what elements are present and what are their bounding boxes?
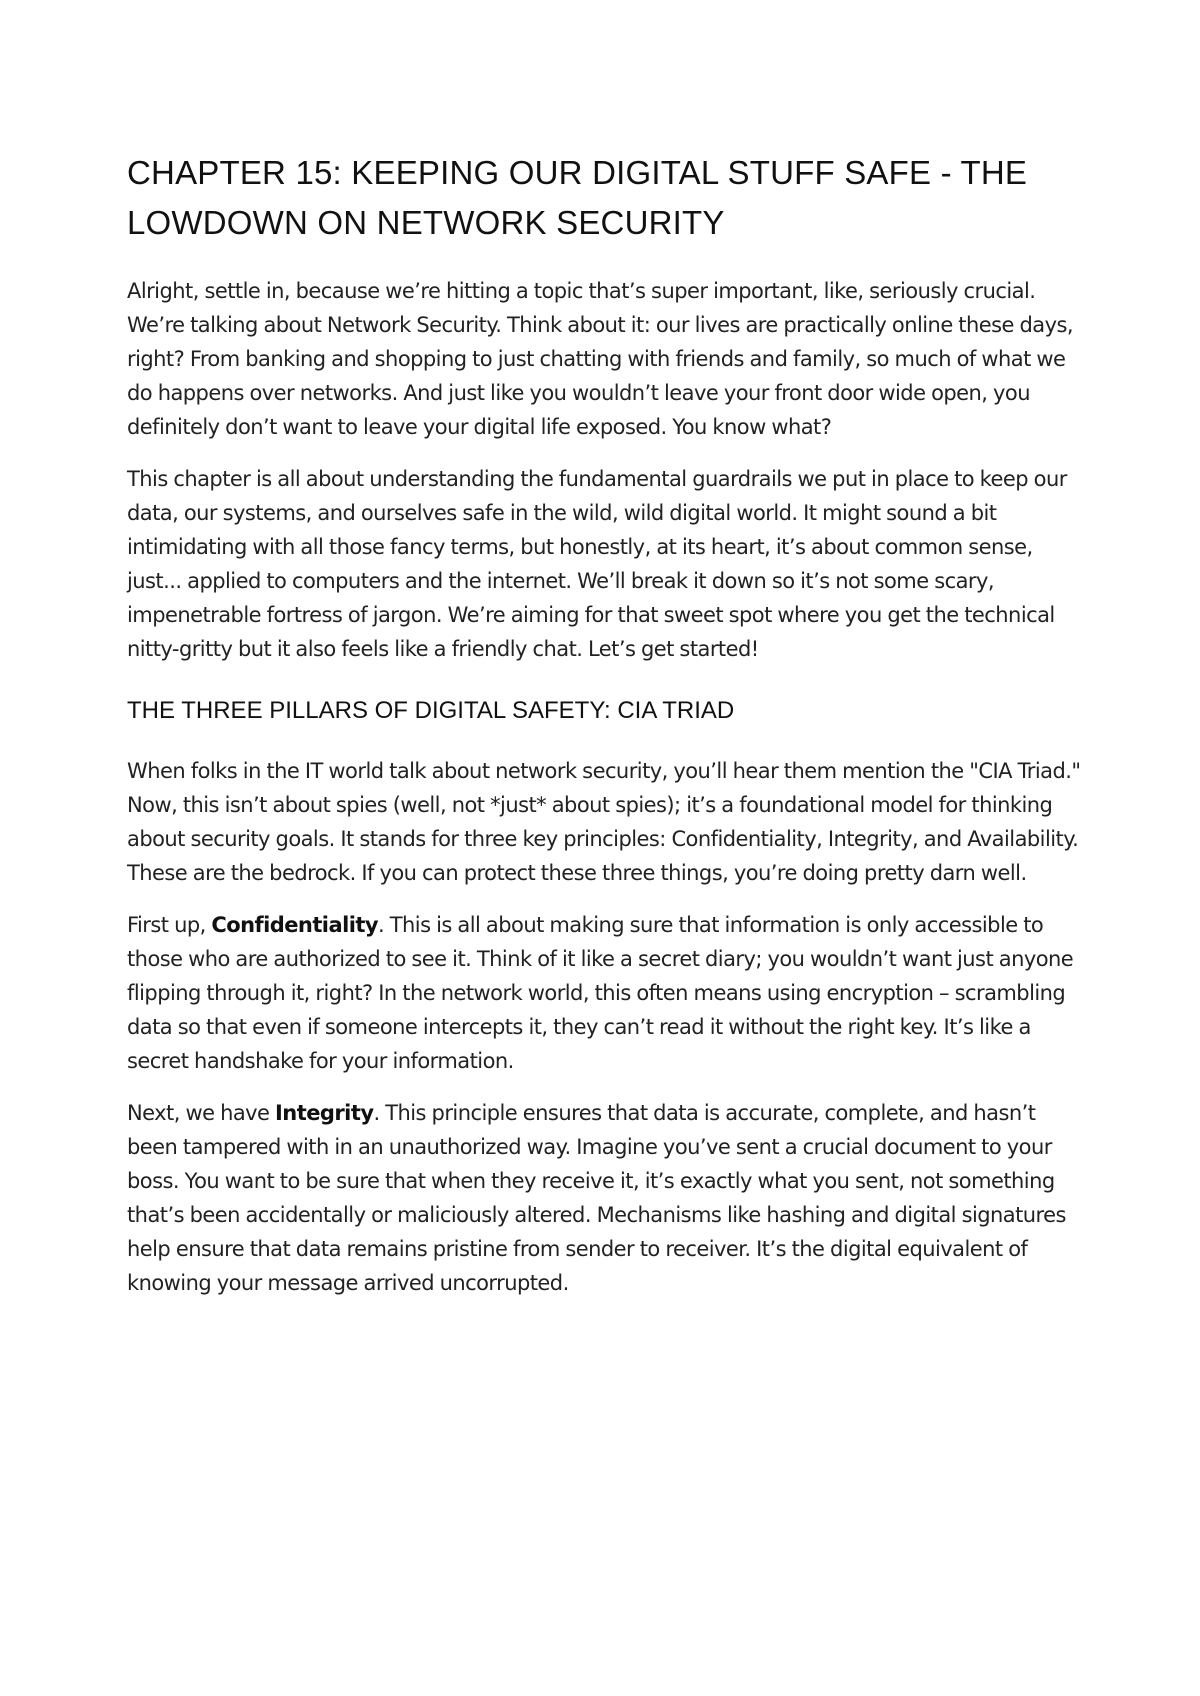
integrity-lead: Next, we have	[127, 1101, 276, 1125]
integrity-text: . This principle ensures that data is accurate, complete, and hasn’t been tampered with in an unauthorized way. Imagine you’ve sent a crucial document to your boss. You want to be sure that when they receive it, it’s exactly what you sent, not something that’s been accidentally or maliciously altered. Mechanisms like hashing and digital signatures help ensure that data remains pristine from sender to receiver. It’s the digital equivalent of knowing your message arrived uncorrupted.	[127, 1101, 1066, 1295]
confidentiality-lead: First up,	[127, 913, 212, 937]
intro-paragraph-2: This chapter is all about understanding the fundamental guardrails we put in place to keep our data, our systems, and ourselves safe in the wild, wild digital world. It might sound a bit intimidating with all those fancy terms, but honestly, at its heart, it’s about common sense, just... applied to computers and the internet. We’ll break it down so it’s not some scary, impenetrable fortress of jargon. We’re aiming for that sweet spot where you get the technical nitty-gritty but it also feels like a friendly chat. Let’s get started!	[127, 467, 1067, 661]
confidentiality-text: . This is all about making sure that information is only accessible to those who are authorized to see it. Think of it like a secret diary; you wouldn’t want just anyone flipping through it, right? In the network world, this often means using encryption – scrambling data so that even if someone intercepts it, they can’t read it without the right key. It’s like a secret handshake for your information.	[127, 913, 1074, 1073]
document-page	[127, 148, 1087, 1318]
confidentiality-paragraph	[127, 908, 1087, 1078]
integrity-paragraph	[127, 1096, 1087, 1300]
chapter-title: CHAPTER 15: KEEPING OUR DIGITAL STUFF SAFE - THE LOWDOWN ON NETWORK SECURITY	[127, 154, 1028, 241]
integrity-term: Integrity	[275, 1101, 374, 1125]
intro-paragraph-1: Alright, settle in, because we’re hitting a topic that’s super important, like, seriously crucial. We’re talking about Network Security. Think about it: our lives are practically online these days, right? From banking and shopping to just chatting with friends and family, so much of what we do happens over networks. And just like you wouldn’t leave your front door wide open, you definitely don’t want to leave your digital life exposed. You know what?	[127, 279, 1074, 439]
cia-triad-paragraph: When folks in the IT world talk about network security, you’ll hear them mention the "CIA Triad." Now, this isn’t about spies (well, not *just* about spies); it’s a foundational model for thinking about security goals. It stands for three key principles: Confidentiality, Integrity, and Availability. These are the bedrock. If you can protect these three things, you’re doing pretty darn well.	[127, 759, 1081, 885]
confidentiality-term: Confidentiality	[211, 913, 379, 937]
section-heading: THE THREE PILLARS OF DIGITAL SAFETY: CIA TRIAD	[127, 697, 735, 724]
